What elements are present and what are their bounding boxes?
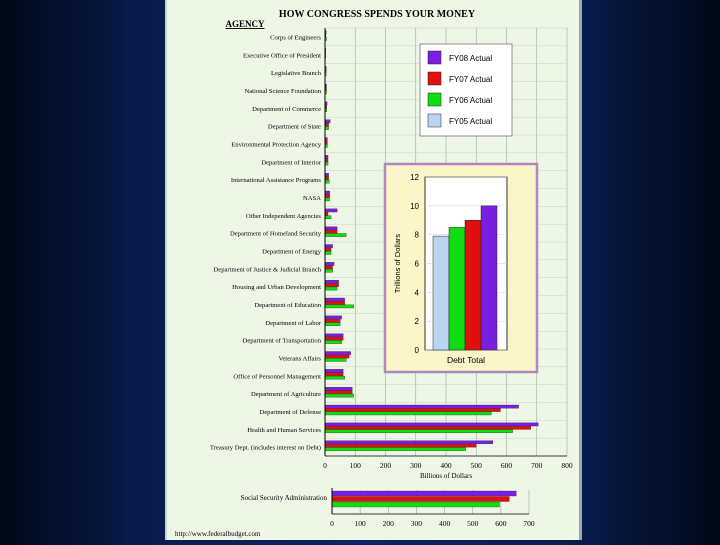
bar-fy06-actual — [325, 323, 340, 326]
category-label: Department of Labor — [265, 319, 321, 327]
legend-swatch — [428, 51, 441, 64]
inset-tick-label: 8 — [414, 230, 419, 240]
bar-fy06-actual — [325, 287, 337, 290]
x-tick-label: 200 — [379, 461, 392, 470]
legend-label: FY06 Actual — [449, 96, 493, 105]
chart-panel — [165, 0, 582, 540]
bar-fy07-actual — [325, 319, 340, 322]
legend-swatch — [428, 93, 441, 106]
category-label: Department of State — [267, 123, 321, 131]
x-tick-label: 100 — [349, 461, 361, 470]
source-url: http://www.federalbudget.com — [175, 530, 261, 538]
category-label: Housing and Urban Development — [232, 284, 321, 292]
category-label: Other Independent Agencies — [245, 212, 321, 220]
x-tick-label: 0 — [323, 461, 327, 470]
bar-fy07-actual — [325, 373, 343, 376]
bar-fy06-actual — [325, 269, 333, 272]
debt-bar-fy06-actual — [449, 227, 465, 350]
bar-fy08-actual — [325, 298, 345, 301]
bar-fy06-actual — [325, 251, 331, 254]
bar-fy06-actual — [325, 430, 513, 433]
category-label: Department of Agriculture — [251, 391, 321, 399]
bar-fy07-actual — [325, 194, 330, 197]
chart-title: HOW CONGRESS SPENDS YOUR MONEY — [278, 9, 476, 20]
category-label: Department of Education — [254, 301, 321, 309]
bar-fy08-actual — [325, 191, 330, 194]
bar-fy06-actual — [325, 412, 491, 415]
bar-fy08-actual — [325, 262, 334, 265]
category-label: Department of Interior — [261, 159, 321, 167]
inset-tick-label: 10 — [410, 201, 419, 211]
category-label: Department of Commerce — [252, 105, 321, 113]
category-label: Department of Homeland Security — [229, 230, 321, 238]
inset-tick-label: 0 — [414, 346, 419, 355]
bar-fy06-actual — [325, 216, 331, 219]
inset-category-label: Debt Total — [446, 355, 486, 365]
ss-tick-label: 100 — [354, 519, 366, 528]
inset-tick-label: 4 — [414, 288, 419, 298]
x-tick-label: 500 — [470, 461, 482, 470]
category-label: National Science Foundation — [244, 87, 321, 95]
category-label: NASA — [303, 194, 321, 202]
bar-fy07-actual — [325, 230, 337, 233]
bar-fy07-actual — [325, 444, 476, 447]
bar-fy06-actual — [325, 358, 346, 361]
bar-fy07-actual — [325, 248, 331, 251]
x-tick-label: 400 — [440, 461, 452, 470]
ss-bar-fy08-actual — [332, 491, 516, 496]
category-label: International Assistance Programs — [230, 177, 321, 185]
inset-tick-label: 2 — [414, 317, 419, 327]
x-axis-title: Billions of Dollars — [419, 472, 473, 480]
bar-fy06-actual — [325, 233, 346, 236]
bar-fy06-actual — [325, 447, 466, 450]
bar-fy08-actual — [325, 316, 342, 319]
category-label: Veterans Affairs — [278, 355, 321, 363]
debt-bar-fy05-actual — [433, 236, 449, 350]
ss-category-label: Social Security Administration — [240, 494, 327, 502]
bar-fy07-actual — [325, 284, 339, 287]
category-label: Treasury Dept. (includes interest on Debt) — [209, 444, 321, 452]
category-label: Department of Transportation — [242, 337, 321, 345]
bar-fy06-actual — [325, 126, 329, 129]
ss-bar-fy07-actual — [332, 497, 509, 502]
bar-fy08-actual — [325, 209, 337, 212]
x-tick-label: 700 — [531, 461, 543, 470]
category-label: Department of Energy — [262, 248, 321, 256]
ss-tick-label: 400 — [438, 519, 451, 528]
legend-label: FY05 Actual — [449, 117, 493, 126]
bar-fy06-actual — [325, 340, 342, 343]
bar-fy07-actual — [325, 301, 345, 304]
bar-fy08-actual — [325, 280, 339, 283]
ss-tick-label: 200 — [382, 519, 394, 528]
category-label: Executive Office of President — [242, 52, 321, 60]
bar-fy07-actual — [325, 426, 531, 429]
ss-bar-fy06-actual — [332, 502, 499, 507]
agency-header: AGENCY — [225, 19, 265, 29]
bar-fy06-actual — [325, 394, 354, 397]
ss-tick-label: 600 — [495, 519, 507, 528]
legend-swatch — [428, 72, 441, 85]
bar-fy07-actual — [325, 266, 333, 269]
x-tick-label: 800 — [561, 461, 573, 470]
bar-fy08-actual — [325, 173, 329, 176]
bar-fy06-actual — [325, 305, 354, 308]
debt-bar-fy07-actual — [465, 220, 481, 350]
category-label: Legislative Branch — [271, 70, 321, 78]
bar-fy06-actual — [325, 180, 329, 183]
bar-fy08-actual — [325, 369, 343, 372]
category-label: Department of Defense — [259, 408, 321, 416]
bar-fy07-actual — [325, 337, 343, 340]
bar-fy08-actual — [325, 352, 351, 355]
x-tick-label: 600 — [500, 461, 513, 470]
category-label: Environmental Protection Agency — [231, 141, 321, 149]
bar-fy08-actual — [325, 441, 493, 444]
inset-y-label: Trillions of Dollars — [393, 233, 402, 294]
bar-fy08-actual — [325, 334, 343, 337]
inset-tick-label: 12 — [410, 173, 419, 182]
legend-swatch — [428, 114, 441, 127]
bar-fy08-actual — [325, 423, 538, 426]
legend-label: FY08 Actual — [449, 54, 493, 63]
inset-tick-label: 6 — [414, 259, 419, 269]
legend-label: FY07 Actual — [449, 75, 493, 84]
bar-fy07-actual — [325, 355, 349, 358]
ss-tick-label: 0 — [330, 519, 334, 528]
bar-fy08-actual — [325, 227, 337, 230]
x-tick-label: 300 — [410, 461, 422, 470]
bar-fy07-actual — [325, 391, 352, 394]
bar-fy08-actual — [325, 245, 333, 248]
spending-chart — [167, 0, 579, 540]
category-label: Department of Justice & Judicial Branch — [213, 266, 321, 274]
bar-fy06-actual — [325, 376, 345, 379]
bar-fy06-actual — [325, 198, 330, 201]
category-label: Office of Personnel Management — [233, 373, 321, 381]
ss-tick-label: 500 — [467, 519, 479, 528]
bar-fy08-actual — [325, 405, 519, 408]
category-label: Corps of Engineers — [270, 34, 321, 42]
bar-fy07-actual — [325, 177, 329, 180]
bar-fy07-actual — [325, 123, 329, 126]
category-label: Health and Human Services — [247, 426, 321, 434]
debt-bar-fy08-actual — [481, 206, 497, 350]
bar-fy07-actual — [325, 408, 500, 411]
ss-tick-label: 700 — [523, 519, 535, 528]
bar-fy08-actual — [325, 387, 352, 390]
ss-tick-label: 300 — [410, 519, 423, 528]
bar-fy08-actual — [325, 120, 330, 123]
